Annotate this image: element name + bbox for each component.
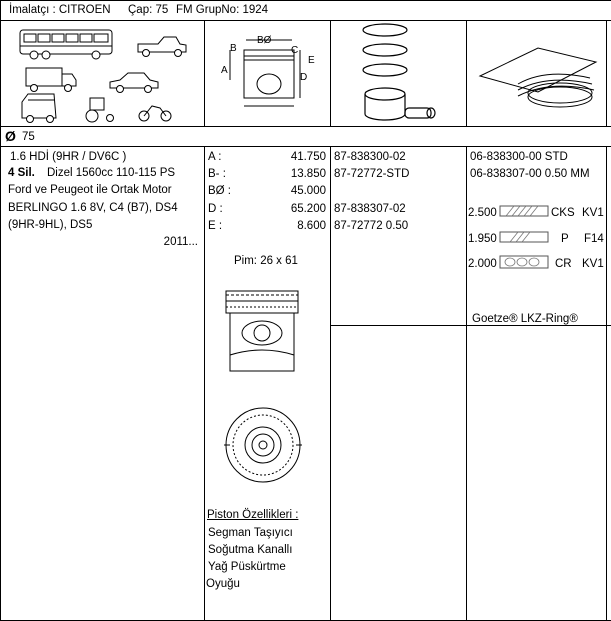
- piston-feature: Soğutma Kanallı: [208, 544, 293, 556]
- dim-label: A :: [208, 151, 222, 163]
- van-icon: [22, 94, 56, 123]
- diagram-label-bo: BØ: [257, 35, 272, 46]
- ring-type: CR: [555, 258, 572, 270]
- dim-value: 8.600: [297, 220, 326, 232]
- diagram-label-d: D: [300, 72, 308, 83]
- piston-feature: Oyuğu: [206, 578, 240, 590]
- ring-code: KV1: [582, 258, 604, 270]
- diagram-label-e: E: [308, 55, 315, 66]
- piston-rings-illustration: [355, 22, 440, 122]
- dim-label: B- :: [208, 168, 226, 180]
- diameter-value: 75: [22, 131, 35, 143]
- piston-feature: Segman Taşıyıcı: [208, 527, 293, 539]
- bore-label: Çap: 75: [128, 4, 169, 16]
- vehicle-icons: [18, 24, 198, 124]
- vehicle-line3: Ford ve Peugeot ile Ortak Motor: [8, 184, 172, 196]
- ring-set-illustration: [478, 38, 598, 108]
- ring-type: CKS: [551, 207, 575, 219]
- ring-cks-icon: [500, 204, 548, 218]
- vehicle-year: 2011...: [163, 236, 198, 248]
- vehicle-line5: (9HR-9HL), DS5: [8, 219, 93, 231]
- bus-icon: [20, 30, 112, 59]
- diagram-label-b: B: [230, 43, 237, 54]
- part-number: 87-72772-STD: [334, 168, 410, 180]
- ring-cr-icon: [500, 254, 548, 270]
- ring-code: F14: [584, 233, 604, 245]
- ring-size: 1.950: [468, 233, 497, 245]
- ring-type: P: [561, 233, 569, 245]
- motorcycle-icon: [139, 106, 171, 121]
- piston-top-view: [224, 406, 302, 484]
- dim-value: 13.850: [290, 168, 326, 180]
- pickup-icon: [138, 37, 186, 57]
- pin-size: Pim: 26 x 61: [234, 255, 298, 267]
- dim-label: D :: [208, 203, 223, 215]
- dim-value: 41.750: [290, 151, 326, 163]
- tractor-icon: [86, 98, 114, 122]
- ring-size: 2.000: [468, 258, 497, 270]
- vehicle-line1: 1.6 HDİ (9HR / DV6C ): [10, 151, 127, 163]
- ring-p-icon: [500, 230, 548, 244]
- dim-label: BØ :: [208, 185, 232, 197]
- diagram-label-a: A: [221, 65, 228, 76]
- ring-set-number: 06-838300-00 STD: [470, 151, 568, 163]
- vehicle-line4: BERLINGO 1.6 8V, C4 (B7), DS4: [8, 202, 178, 214]
- cylinder-count: 4 Sil.: [8, 167, 35, 179]
- ring-code: KV1: [582, 207, 604, 219]
- manufacturer-label: İmalatçı : CITROEN: [9, 4, 111, 16]
- piston-feature: Yağ Püskürtme: [208, 561, 286, 573]
- diameter-symbol: Ø: [5, 128, 16, 144]
- diagram-label-c: C: [291, 45, 299, 56]
- car-icon: [110, 73, 158, 93]
- part-number: 87-838307-02: [334, 203, 406, 215]
- part-number: 87-72772 0.50: [334, 220, 409, 232]
- ring-brand: Goetze® LKZ-Ring®: [472, 313, 578, 325]
- dim-value: 45.000: [290, 185, 326, 197]
- ring-size: 2.500: [468, 207, 497, 219]
- dim-label: E :: [208, 220, 223, 232]
- truck-icon: [26, 68, 76, 92]
- piston-side-view: [222, 285, 302, 381]
- group-label: FM GrupNo: 1924: [176, 4, 269, 16]
- part-number: 87-838300-02: [334, 151, 406, 163]
- dim-value: 65.200: [290, 203, 326, 215]
- piston-features-title: Piston Özellikleri :: [207, 509, 299, 521]
- ring-set-number: 06-838307-00 0.50 MM: [470, 168, 590, 180]
- engine-spec: Dizel 1560cc 110-115 PS: [47, 167, 176, 179]
